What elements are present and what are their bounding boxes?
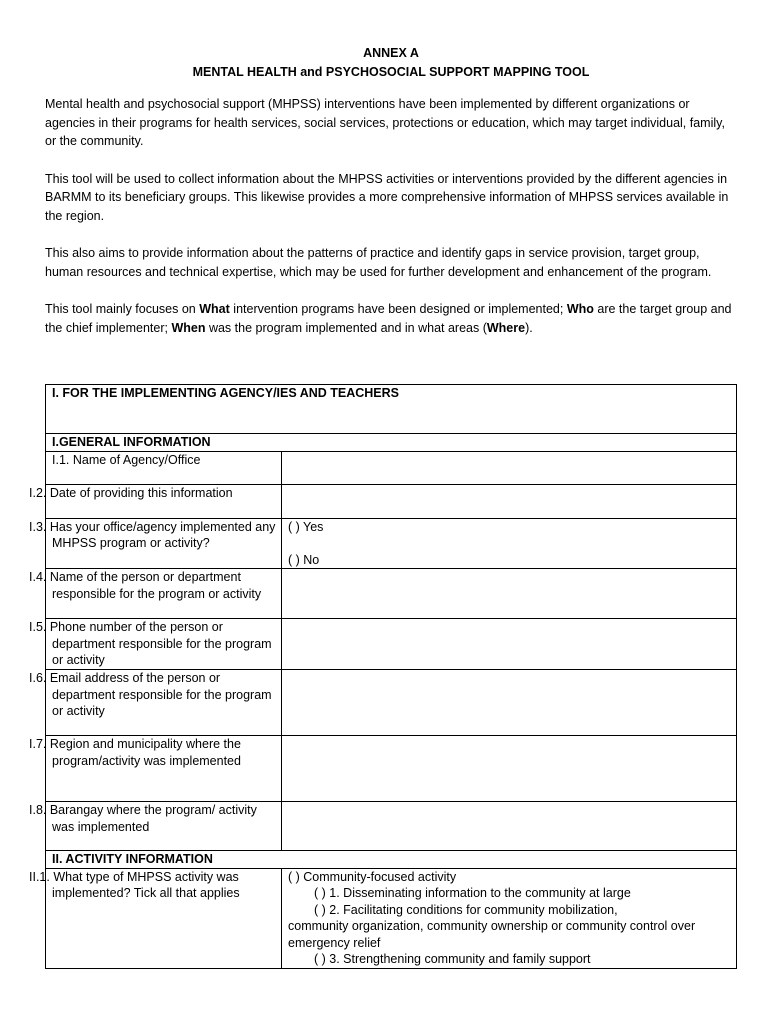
intro-paragraph-4 [45, 300, 737, 337]
option-facilitating-conditions[interactable]: ( ) 2. Facilitating conditions for community mobilization, [314, 902, 618, 917]
p4-text-2: intervention programs have been designed or implemented; [229, 302, 567, 316]
table-row [46, 736, 737, 802]
question-implemented: I.3. Has your office/agency implemented any MHPSS program or activity? [46, 518, 282, 569]
p4-bold-when: When [171, 320, 206, 335]
answer-activity-type [282, 868, 737, 968]
table-row [46, 670, 737, 736]
table-row [46, 451, 737, 484]
mapping-form-table [29, 384, 737, 969]
intro-paragraph-1: Mental health and psychosocial support (MHPSS) interventions have been implemented by different organizations or agencies in their programs for health services, social services, protections or education, which may target individual, family, or the community. [45, 97, 725, 148]
question-date: I.2. Date of providing this information [46, 484, 282, 518]
section-title: I. FOR THE IMPLEMENTING AGENCY/IES AND TEACHERS [46, 385, 737, 434]
option-no[interactable]: ( ) No [288, 552, 320, 567]
activity-header-row [46, 851, 737, 869]
table-row [46, 802, 737, 851]
p4-text-1: This tool mainly focuses on [45, 302, 200, 316]
table-row [46, 569, 737, 619]
answer-person-name[interactable] [282, 569, 737, 619]
answer-phone[interactable] [282, 619, 737, 670]
question-person-name: I.4. Name of the person or department responsible for the program or activity [46, 569, 282, 619]
annex-label: ANNEX A [363, 46, 419, 60]
table-row [46, 518, 737, 569]
answer-agency-name[interactable] [282, 451, 737, 484]
table-row [46, 868, 737, 968]
p4-bold-what: What [199, 302, 230, 316]
table-row [46, 619, 737, 670]
p4-bold-who: Who [566, 302, 594, 316]
answer-date[interactable] [282, 484, 737, 518]
p4-text-4: was the program implemented and in what areas ( [205, 320, 487, 335]
option-community-focused[interactable]: ( ) Community-focused activity [288, 869, 457, 884]
intro-paragraph-2: This tool will be used to collect information about the MHPSS activities or interventions provided by the different agencies in BARMM to its beneficiary groups. This likewise provides a more comprehensive information of MHPSS services available in the region. [45, 171, 729, 223]
general-header-row [46, 434, 737, 452]
option-disseminating-info[interactable]: ( ) 1. Disseminating information to the community at large [314, 886, 631, 900]
answer-email[interactable] [282, 670, 737, 736]
question-agency-name: I.1. Name of Agency/Office [46, 451, 282, 484]
question-activity-type: II.1. What type of MHPSS activity was implemented? Tick all that applies [46, 868, 282, 968]
p4-bold-where: Where [486, 320, 526, 335]
answer-barangay[interactable] [282, 802, 737, 851]
general-information-header: I.GENERAL INFORMATION [46, 434, 737, 452]
question-region: I.7. Region and municipality where the program/activity was implemented [46, 736, 282, 802]
table-row [46, 484, 737, 518]
document-page [45, 44, 737, 337]
activity-information-header: II. ACTIVITY INFORMATION [46, 851, 737, 869]
answer-implemented [282, 518, 737, 569]
p4-text-5: ). [525, 320, 533, 335]
option-facilitating-conditions-continued: community organization, community ownership or community control over emergency relief [288, 919, 696, 950]
option-yes[interactable]: ( ) Yes [288, 519, 324, 534]
question-email: I.6. Email address of the person or department responsible for the program or activity [46, 670, 282, 736]
section-row [46, 385, 737, 434]
option-strengthening-support[interactable]: ( ) 3. Strengthening community and family support [314, 952, 591, 966]
question-phone: I.5. Phone number of the person or department responsible for the program or activity [46, 619, 282, 670]
answer-region[interactable] [282, 736, 737, 802]
intro-paragraph-3: This also aims to provide information about the patterns of practice and identify gaps in service provision, target group, human resources and technical expertise, which may be used for further development and enhancement of the program. [45, 246, 712, 279]
question-barangay: I.8. Barangay where the program/ activity was implemented [46, 802, 282, 851]
p4-text-3: are the target group and the chief implementer; [45, 302, 732, 335]
document-title: MENTAL HEALTH and PSYCHOSOCIAL SUPPORT MAPPING TOOL [192, 65, 590, 79]
